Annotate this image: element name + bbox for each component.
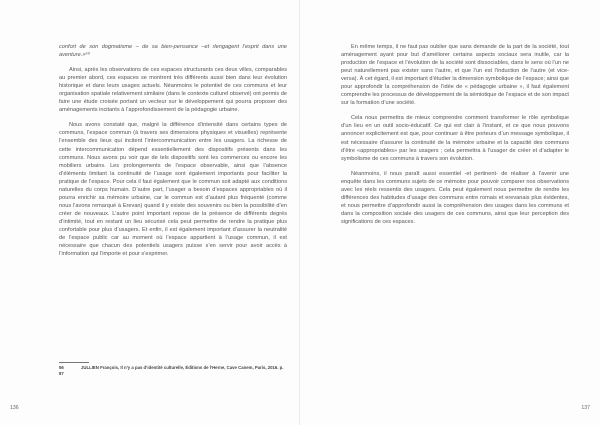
quote-paragraph: confort de son dogmatisme – de sa bien-pensance –et rlengagent l’esprit dans une aventure.»⁵⁶ bbox=[59, 44, 287, 59]
body-paragraph: Nous avons constaté que, malgré la différence d’intensité dans certains types de communs, l’espace commun (à travers ses dimensions physiques et visuelles) représente l’ensemble des lieux qui incitent l’intercommunication entre les usagers. La richesse de cette intercommunication dépend essentiellement des dispositifs présents dans les communs. Nous avons pu voir que de tels dispositifs sont les commerces ou encore les mobiliers urbains. Les prolongements de l’espace observable, ainsi que l’absence d’éléments limitant la continuité de l’usage sont également importants pour faciliter la pratique de l’espace. Pour cela il faut également que le commun soit adapté aux conditions naturelles du corps humain. D’autre part, l’usager a besoin d’espaces appropriables où il pourra enrichir sa mémoire urbaine, car le commun est d’autant plus fréquenté (comme nous l’avons remarqué à Erevan) quand il y existe des souvenirs ou bien la possibilité d’en créer de nouveaux. L’autre point important repose de la présence de différents degrés d’intimité, tout en restant un lieu sécurisé cela peut permettre de rendre la pratique plus confortable pour plus d’usagers. Et enfin, il est également important d’assurer la neutralité de l’espace public car au moment où l’espace appartient à l’usage commun, il est nécessaire que chacun des potentiels usagers puisse s’en servir pour avoir accès à l’information qui l’importe et pour s’exprimer. bbox=[59, 122, 287, 258]
page-gutter bbox=[299, 0, 300, 425]
footnote-divider bbox=[59, 362, 89, 363]
footnote-number: 56 bbox=[59, 365, 64, 370]
body-paragraph: Néanmoins, il nous paraît aussi essentiel -et pertinent- de réaliser à l’avenir une enquête dans les communs sujets de ce mémoire pour pouvoir comparer nos observations avec les réels ressentis des usagers. Cela peut également nous permettre de rendre les différences des habitudes d’usage des communs entre romais et erevanais plus évidentes, et nous permettre d’approfondir aussi la compréhension des usages dans les communs et dans la composition sociale des usagers de ces communs, ainsi que leur perception des significations de ces espaces. bbox=[341, 170, 569, 225]
footnote bbox=[59, 365, 287, 377]
right-page-text bbox=[341, 43, 569, 233]
page-number-left: 136 bbox=[10, 405, 19, 411]
body-paragraph: Cela nous permettra de mieux comprendre comment transformer le rôle symbolique d’un lieu en un outil socio-éducatif. Ce qui est clair à l’instant, et ce que nous pouvons annoncer explicitement est que, pour continuer à être porteurs d’un message symbolique, il est nécessaire d’assurer la continuité de la mémoire urbaine et la capacité des communs d’être «appropriables» par les usagers ; cela permettra à l’usager de créer et d’adapter le symbolisme de ces communs à travers son évolution. bbox=[341, 115, 569, 162]
body-paragraph: Ainsi, après les observations de ces espaces structurants ces deux villes, comparables au premier abord, ces espaces se montrent très différents aussi bien dans leur évolution historique et dans leurs usages actuels. Néanmoins le potentiel de ces communs et leur organisation spatiale relativement similaire (dans le contexte culturel observé) ont permis de faire une étude croisée portant un vecteur sur le développement qui pourra proposer des aménagements incitants à l’approfondissement de la pédagogie urbaine. bbox=[59, 67, 287, 114]
left-page-text bbox=[59, 43, 287, 265]
footnote-text: JULLIEN François, Il n’y a pas d’identité culturelle, Éditions de l’Herne, Cave Canem, Paris, 2016. p. 87 bbox=[59, 365, 284, 376]
body-paragraph: En même temps, il ne faut pas oublier que sans demande de la part de la société, tout aménagement ayant pour but d’améliorer certains aspects sociaux sera inutile, car la production de l’espace et l’évolution de la société sont dissociables, dans le sens où l’un ne peut naturellement pas exister sans l’autre, et que l’un est l’induction de l’autre (et vice-versa). À cet égard, il est important d’étudier la dimension symbolique de l’espace; ainsi que pour approfondir la compréhension de l’idée de « pédagogie urbaine », il faut également comprendre les processus de développement de la sémiotique de l’espace et de son impact sur la formation d’une société. bbox=[341, 44, 569, 107]
page-number-right: 137 bbox=[581, 405, 590, 411]
